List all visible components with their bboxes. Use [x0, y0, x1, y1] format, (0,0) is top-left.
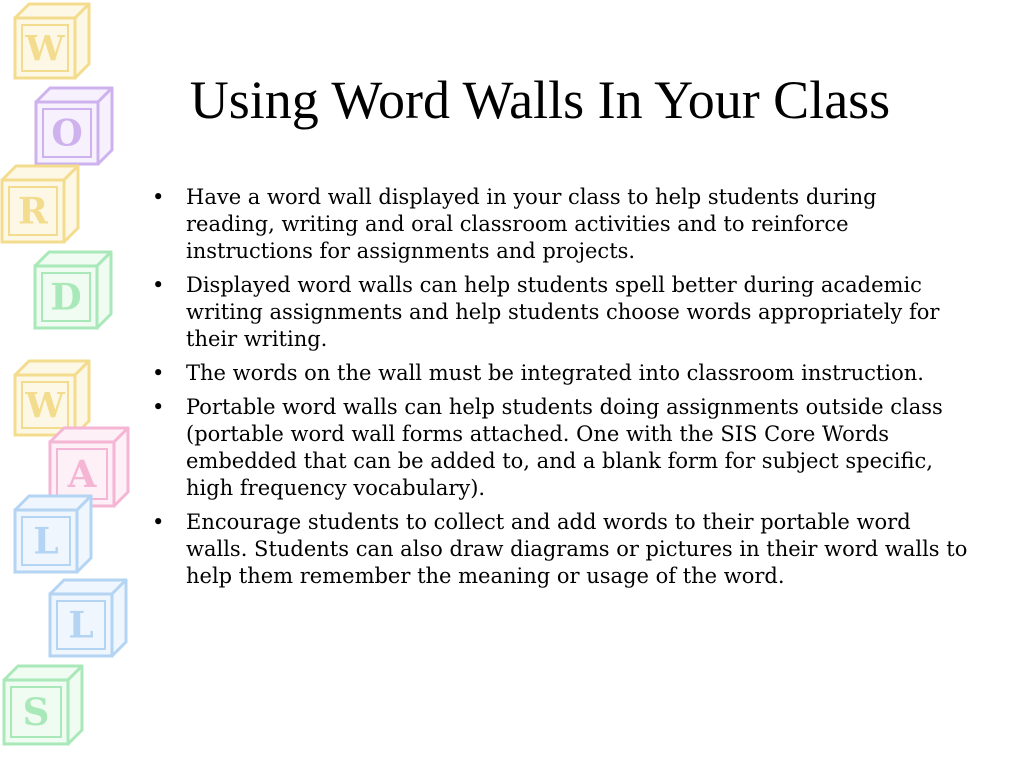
bullet-dot: •: [152, 395, 165, 419]
bullet-dot: •: [152, 185, 165, 209]
bullet-text: The words on the wall must be integrated into classroom instruction.: [186, 361, 924, 385]
bullet-text: Have a word wall displayed in your class to help students during reading, writing and oral classroom activities and to reinforce instructions for assignments and projects.: [186, 185, 877, 263]
letter-block: [50, 580, 126, 656]
block-letter: W: [25, 385, 65, 426]
letter-block: [35, 252, 111, 328]
bullet-item: [150, 509, 970, 590]
letter-block: [4, 666, 82, 744]
bullet-dot: •: [152, 273, 165, 297]
block-letter: L: [68, 604, 94, 647]
letter-block: [2, 166, 78, 242]
letter-block: [15, 496, 91, 572]
letter-block: [15, 4, 89, 78]
bullet-dot: •: [152, 510, 165, 534]
block-letter: A: [67, 451, 97, 496]
block-letter: R: [18, 190, 48, 233]
block-letter: W: [25, 28, 65, 69]
bullet-text: Portable word walls can help students doing assignments outside class (portable word wall forms attached. One with the SIS Core Words embedded that can be added to, and a blank form for subject specific, high frequency vocabulary).: [186, 395, 943, 500]
bullet-item: [150, 360, 970, 387]
bullet-list: [150, 184, 970, 597]
block-letter: O: [51, 112, 83, 155]
bullet-dot: •: [152, 361, 165, 385]
letter-block: [50, 428, 128, 506]
bullet-text: Displayed word walls can help students spell better during academic writing assignments and help students choose words appropriately for their writing.: [186, 273, 940, 351]
block-letter: S: [22, 689, 50, 734]
block-letter: L: [33, 520, 59, 563]
bullet-text: Encourage students to collect and add words to their portable word walls. Students can also draw diagrams or pictures in their word walls to help them remember the meaning or usage of the word.: [186, 510, 968, 588]
bullet-item: [150, 272, 970, 353]
bullet-item: [150, 184, 970, 265]
letter-block: [15, 361, 89, 435]
bullet-item: [150, 394, 970, 502]
block-letter: D: [50, 276, 82, 319]
slide-title: Using Word Walls In Your Class: [189, 70, 891, 130]
